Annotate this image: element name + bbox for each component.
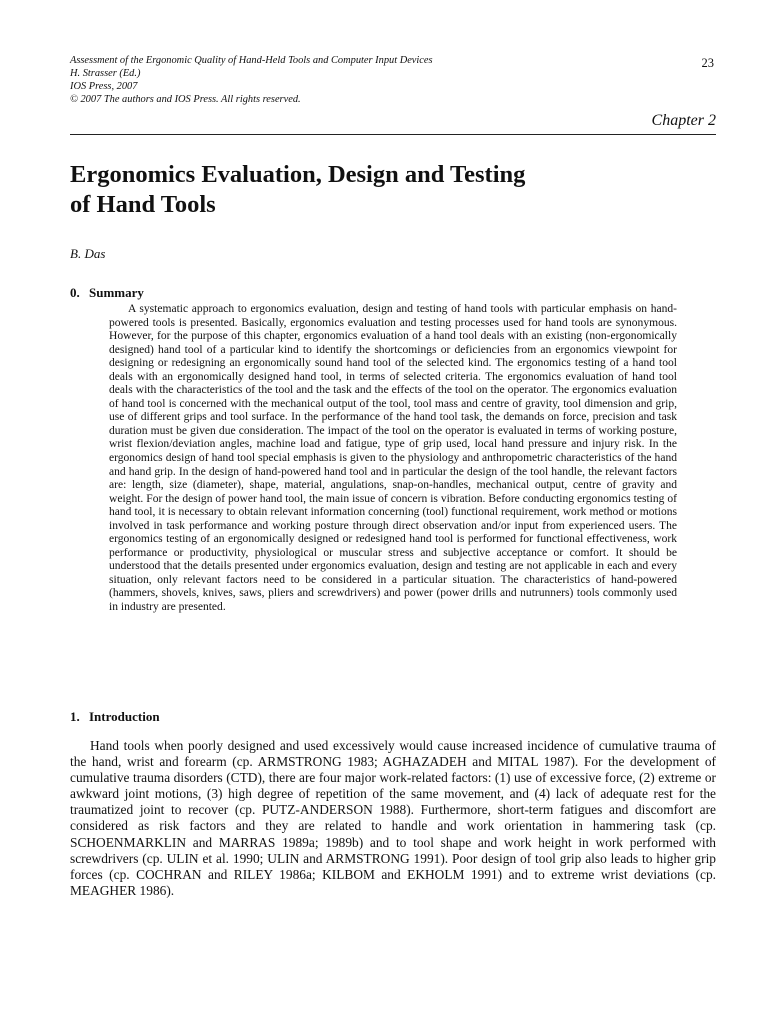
header-divider bbox=[70, 134, 716, 135]
page-number: 23 bbox=[701, 56, 714, 70]
section-number: 1. bbox=[70, 709, 80, 724]
copyright-line: © 2007 The authors and IOS Press. All rights reserved. bbox=[70, 94, 301, 105]
publisher-line: IOS Press, 2007 bbox=[70, 81, 138, 92]
running-header bbox=[70, 54, 716, 106]
introduction-section bbox=[70, 738, 716, 899]
title-line-1: Ergonomics Evaluation, Design and Testing bbox=[70, 161, 526, 188]
author: B. Das bbox=[70, 246, 106, 261]
title-line-2: of Hand Tools bbox=[70, 191, 216, 218]
paper-title bbox=[70, 160, 690, 220]
section-title: Introduction bbox=[89, 709, 160, 724]
summary-section bbox=[109, 303, 677, 615]
summary-heading bbox=[70, 285, 144, 301]
summary-paragraph: A systematic approach to ergonomics evaluation, design and testing of hand tools with particular emphasis on hand-powered tools is presented. Basically, ergonomics evaluation and testing processes used for hand tools are synonymous. However, for the purpose of this chapter, ergonomics evaluation of a hand tool deals with an existing (non-ergonomically designed) hand tool of a particular kind to identify the shortcomings or deficiencies from an ergonomics viewpoint for designing or redesigning an ergonomically sound hand tool of the selected kind. The ergonomics testing of a hand tool deals with an ergonomically designed hand tool, in terms of selected criteria. The ergonomics evaluation of hand tool deals with the characteristics of the tool and the task and the effects of the tool on the operator. The ergonomics evaluation of hand tool is concerned with the mechanical output of the tool, tool mass and centre of gravity, tool dimension and grip, use of different grips and tool surface. In the performance of the hand tool task, the demands on force, precision and task duration must be given due consideration. The impact of the tool on the operator is evaluated in terms of working posture, wrist flexion/deviation angles, machine load and fatigue, type of grip used, local hand pressure and injury risk. In the ergonomics design of hand tool special emphasis is given to the physiology and anthropometric characteristics of the hand and hand grip. In the design of hand-powered hand tool and in particular the design of the tool handle, the relevant factors are: length, size (diameter), shape, material, angulations, snap-on-handles, mechanical output, centre of gravity and weight. For the design of power hand tool, the main issue of concern is vibration. Before conducting ergonomics testing of hand tool, it is necessary to obtain relevant information concerning (tool) functional requirement, work method or motions involved in task performance and working posture through direct observation and/or input from experienced users. The ergonomics testing of an ergonomically designed or redesigned hand tool is performed for functional effectiveness, work performance or productivity, physiological or muscular stress and subjective acceptance or comfort. It should be understood that the details presented under ergonomics evaluation, design and testing are not applicable in each and every situation, only relevant factors need to be considered in a particular situation. The characteristics of hand-powered (hammers, shovels, knives, saws, pliers and screwdrivers) and power (power drills and nutrunners) tools commonly used in industry are presented. bbox=[109, 303, 677, 614]
introduction-heading bbox=[70, 709, 160, 725]
editor-line: H. Strasser (Ed.) bbox=[70, 68, 141, 79]
section-number: 0. bbox=[70, 285, 80, 300]
book-title-line: Assessment of the Ergonomic Quality of Hand-Held Tools and Computer Input Devices bbox=[70, 55, 433, 66]
section-title: Summary bbox=[89, 285, 144, 300]
introduction-paragraph: Hand tools when poorly designed and used excessively would cause increased incidence of cumulative trauma of the hand, wrist and forearm (cp. ARMSTRONG 1983; AGHAZADEH and MITAL 1987). For the development of cumulative trauma disorders (CTD), there are four major work-related factors: (1) use of excessive force, (2) extreme or awkward joint motions, (3) high degree of repetition of the same movement, and (4) lack of adequate rest for the traumatized joint to recover (cp. PUTZ-ANDERSON 1988). Furthermore, short-term fatigues and discomfort are considered as risk factors and they are related to handle and work orientation in hammering task (cp. SCHOENMARKLIN and MARRAS 1989a; 1989b) and to tool shape and work height in work performed with screwdrivers (cp. ULIN et al. 1990; ULIN and ARMSTRONG 1991). Poor design of tool grip also leads to higher grip forces (cp. COCHRAN and RILEY 1986a; KILBOM and EKHOLM 1991) and to extreme wrist deviations (cp. MEAGHER 1986). bbox=[70, 738, 716, 898]
chapter-label: Chapter 2 bbox=[651, 112, 716, 129]
